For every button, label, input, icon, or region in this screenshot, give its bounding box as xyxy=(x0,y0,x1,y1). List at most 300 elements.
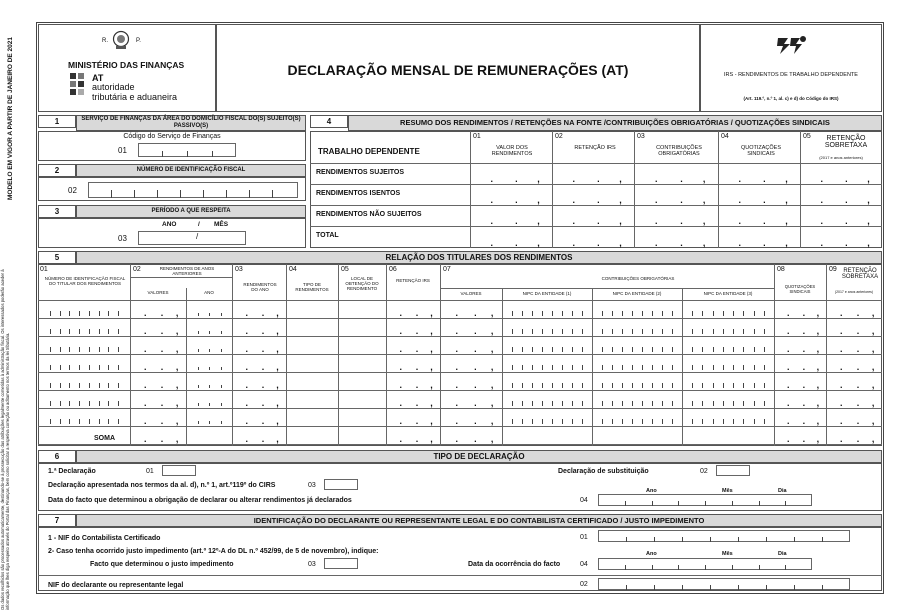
s7-facto-input[interactable] xyxy=(324,558,358,569)
digit-tick xyxy=(108,347,109,352)
digit-tick xyxy=(743,329,744,334)
digit-tick xyxy=(209,349,210,352)
digit-tick xyxy=(532,401,533,406)
digit-tick xyxy=(572,347,573,352)
tick xyxy=(134,190,135,198)
s3-number: 3 xyxy=(38,205,76,218)
decimal-comma: , xyxy=(537,195,540,205)
digit-tick xyxy=(209,367,210,370)
decimal-comma: , xyxy=(871,416,875,426)
digit-tick xyxy=(662,365,663,370)
digit-tick xyxy=(652,401,653,406)
thousands-dot: . xyxy=(261,434,265,444)
grid-line xyxy=(338,264,339,446)
digit-tick xyxy=(764,365,765,370)
digit-tick xyxy=(733,419,734,424)
thousands-dot: . xyxy=(840,326,843,336)
thousands-dot: . xyxy=(160,434,164,444)
digit-tick xyxy=(702,311,703,316)
thousands-dot: . xyxy=(856,344,860,354)
thousands-dot: . xyxy=(160,308,164,318)
digit-tick xyxy=(552,419,553,424)
digit-tick xyxy=(654,537,655,542)
digit-tick xyxy=(582,401,583,406)
thousands-dot: . xyxy=(856,308,860,318)
s6-first-checkbox[interactable] xyxy=(162,465,196,476)
tick xyxy=(203,190,204,198)
digit-tick xyxy=(582,419,583,424)
decimal-comma: , xyxy=(175,416,179,426)
digit-tick xyxy=(723,383,724,388)
s4-col4-label: QUOTIZAÇÕES SINDICAIS xyxy=(740,145,782,157)
thousands-dot: . xyxy=(820,238,824,248)
digit-tick xyxy=(642,347,643,352)
s7-decl-nif-input[interactable] xyxy=(598,578,850,590)
grid-line xyxy=(386,264,387,446)
digit-tick xyxy=(532,347,533,352)
digit-tick xyxy=(602,365,603,370)
thousands-dot: . xyxy=(680,238,683,248)
digit-tick xyxy=(572,419,573,424)
thousands-dot: . xyxy=(144,362,147,372)
thousands-dot: . xyxy=(455,416,459,426)
digit-tick xyxy=(794,585,795,590)
s4-title: RESUMO DOS RENDIMENTOS / RETENÇÕES NA FONTE /CONTRIBUIÇÕES OBRIGATÓRIAS / QUOTIZAÇÕES SINDICAIS xyxy=(348,115,882,131)
thousands-dot: . xyxy=(399,380,403,390)
s5-c09-label: RETENÇÃO SOBRETAXA xyxy=(841,268,879,280)
decimal-comma: , xyxy=(430,434,433,444)
at-logo-icon xyxy=(70,73,88,97)
digit-tick xyxy=(632,311,633,316)
digit-tick xyxy=(522,401,523,406)
s7-l4: Data da ocorrência do facto xyxy=(468,561,561,568)
s6-subst-num: 02 xyxy=(700,468,708,475)
thousands-dot: . xyxy=(845,195,848,205)
thousands-dot: . xyxy=(160,326,164,336)
s7-l3: Facto que determinou o justo impedimento xyxy=(90,561,234,568)
s1-title: SERVIÇO DE FINANÇAS DA ÁREA DO DOMICÍLIO FISCAL DO(S) SUJEITO(S) PASSIVO(S) xyxy=(76,115,306,131)
thousands-dot: . xyxy=(415,416,419,426)
digit-tick xyxy=(672,329,673,334)
digit-tick xyxy=(642,365,643,370)
digit-tick xyxy=(522,419,523,424)
digit-tick xyxy=(622,365,623,370)
thousands-dot: . xyxy=(845,238,848,248)
grid-line xyxy=(310,205,882,206)
thousands-dot: . xyxy=(763,195,766,205)
digit-tick xyxy=(552,329,553,334)
grid-line xyxy=(774,264,775,446)
thousands-dot: . xyxy=(738,238,742,248)
at-line1: autoridade xyxy=(92,82,135,92)
digit-tick xyxy=(542,383,543,388)
digit-tick xyxy=(612,311,613,316)
grid-line xyxy=(592,288,593,446)
digit-tick xyxy=(79,329,80,334)
digit-tick xyxy=(99,311,100,316)
digit-tick xyxy=(198,385,199,388)
digit-tick xyxy=(652,501,653,506)
digit-tick xyxy=(625,565,626,570)
s5-c08-num: 08 xyxy=(777,266,785,273)
s7-l1: 1 - NIF do Contabilista Certificado xyxy=(48,535,161,542)
thousands-dot: . xyxy=(474,434,477,444)
thousands-dot: . xyxy=(856,326,860,336)
digit-tick xyxy=(512,365,513,370)
digit-tick xyxy=(602,347,603,352)
digit-tick xyxy=(562,401,563,406)
s7-dia: Dia xyxy=(778,551,787,557)
digit-tick xyxy=(60,329,61,334)
s6-subst-checkbox[interactable] xyxy=(716,465,750,476)
s2-title: NÚMERO DE IDENTIFICAÇÃO FISCAL xyxy=(76,164,306,177)
digit-tick xyxy=(733,329,734,334)
digit-tick xyxy=(692,383,693,388)
digit-tick xyxy=(732,501,733,506)
s4-col5-sub: (2017 e anos anteriores) xyxy=(819,155,863,160)
digit-tick xyxy=(733,401,734,406)
s5-c07b: NIPC DA ENTIDADE (1) xyxy=(522,291,572,296)
digit-tick xyxy=(743,383,744,388)
digit-tick xyxy=(108,419,109,424)
digit-tick xyxy=(602,311,603,316)
s7-ano: Ano xyxy=(646,551,657,557)
decimal-comma: , xyxy=(871,362,875,372)
digit-tick xyxy=(198,421,199,424)
s1-number: 1 xyxy=(38,115,76,128)
digit-tick xyxy=(682,537,683,542)
digit-tick xyxy=(702,383,703,388)
decimal-comma: , xyxy=(175,344,179,354)
s5-title: RELAÇÃO DOS TITULARES DOS RENDIMENTOS xyxy=(76,251,882,264)
decimal-comma: , xyxy=(537,216,540,226)
thousands-dot: . xyxy=(655,238,658,248)
rp-left: R. xyxy=(102,38,108,44)
s6-dia: Dia xyxy=(778,488,787,494)
s5-c01-label: NÚMERO DE IDENTIFICAÇÃO FISCAL DO TITULAR DOS RENDIMENTOS xyxy=(44,276,126,286)
digit-tick xyxy=(99,401,100,406)
thousands-dot: . xyxy=(261,344,265,354)
digit-tick xyxy=(108,401,109,406)
thousands-dot: . xyxy=(261,362,265,372)
digit-tick xyxy=(743,419,744,424)
s6-title: TIPO DE DECLARAÇÃO xyxy=(76,450,882,463)
thousands-dot: . xyxy=(655,195,658,205)
s4-number: 4 xyxy=(310,115,348,128)
s6-ano: Ano xyxy=(646,488,657,494)
s2-nif-input[interactable] xyxy=(88,182,298,198)
digit-tick xyxy=(822,585,823,590)
decimal-comma: , xyxy=(871,380,875,390)
thousands-dot: . xyxy=(160,344,164,354)
digit-tick xyxy=(626,537,627,542)
thousands-dot: . xyxy=(261,416,265,426)
s3-ano: ANO xyxy=(162,221,177,228)
decimal-comma: , xyxy=(276,308,279,318)
s3-period-input[interactable] xyxy=(138,231,246,245)
grid-line xyxy=(552,131,553,248)
digit-tick xyxy=(572,365,573,370)
s5-number: 5 xyxy=(38,251,76,264)
thousands-dot: . xyxy=(455,398,459,408)
s5-c09-sub: (2017 e anos anteriores) xyxy=(834,290,874,294)
s6-mes: Mês xyxy=(722,488,733,494)
grid-line xyxy=(470,131,471,248)
digit-tick xyxy=(652,365,653,370)
row-line xyxy=(38,336,882,337)
digit-tick xyxy=(652,383,653,388)
digit-tick xyxy=(672,401,673,406)
decimal-comma: , xyxy=(537,238,540,248)
digit-tick xyxy=(622,329,623,334)
grid-line xyxy=(232,264,233,446)
s2-number: 2 xyxy=(38,164,76,177)
decimal-comma: , xyxy=(490,380,494,390)
s4-col4-num: 04 xyxy=(721,133,729,140)
validity-note: MODELO EM VIGOR A PARTIR DE JANEIRO DE 2021 xyxy=(7,36,14,200)
thousands-dot: . xyxy=(802,416,806,426)
digit-tick xyxy=(692,329,693,334)
thousands-dot: . xyxy=(787,326,790,336)
digit-tick xyxy=(209,313,210,316)
digit-tick xyxy=(69,419,70,424)
digit-tick xyxy=(50,401,51,406)
digit-tick xyxy=(562,365,563,370)
digit-tick xyxy=(582,329,583,334)
thousands-dot: . xyxy=(787,434,790,444)
digit-tick xyxy=(602,329,603,334)
s6-art-label: Declaração apresentada nos termos da al. d), n.º 1, art.º119º do CIRS xyxy=(48,482,276,489)
decimal-comma: , xyxy=(430,362,433,372)
grid-line xyxy=(130,277,232,278)
decimal-comma: , xyxy=(430,416,433,426)
digit-tick xyxy=(625,501,626,506)
irs-article: (Art. 119.º, n.º 1, al. c) e d) do Código do IRS) xyxy=(743,96,839,101)
thousands-dot: . xyxy=(261,326,265,336)
thousands-dot: . xyxy=(787,344,790,354)
row-line xyxy=(38,372,882,373)
digit-tick xyxy=(754,383,755,388)
digit-tick xyxy=(652,347,653,352)
digit-tick xyxy=(652,419,653,424)
digit-tick xyxy=(562,419,563,424)
thousands-dot: . xyxy=(820,174,824,184)
thousands-dot: . xyxy=(455,362,459,372)
s5-c07a: VALORES xyxy=(460,291,482,296)
digit-tick xyxy=(198,403,199,406)
digit-tick xyxy=(733,311,734,316)
decimal-comma: , xyxy=(816,434,820,444)
s7-l5-num: 02 xyxy=(580,581,588,588)
digit-tick xyxy=(626,585,627,590)
digit-tick xyxy=(582,365,583,370)
digit-tick xyxy=(642,383,643,388)
digit-tick xyxy=(764,401,765,406)
grid-line xyxy=(440,288,774,289)
thousands-dot: . xyxy=(840,380,843,390)
decimal-comma: , xyxy=(702,216,706,226)
thousands-dot: . xyxy=(840,398,843,408)
thousands-dot: . xyxy=(802,362,806,372)
s6-first-label: 1.ª Declaração xyxy=(48,468,96,475)
thousands-dot: . xyxy=(160,416,164,426)
grid-line xyxy=(186,288,187,446)
digit-tick xyxy=(733,365,734,370)
decimal-comma: , xyxy=(871,308,875,318)
decimal-comma: , xyxy=(430,398,433,408)
thousands-dot: . xyxy=(738,174,742,184)
digit-tick xyxy=(612,419,613,424)
s4-col2-num: 02 xyxy=(555,133,563,140)
digit-tick xyxy=(702,419,703,424)
digit-tick xyxy=(79,311,80,316)
s5-c05-label: LOCAL DE OBTENÇÃO DO RENDIMENTO xyxy=(345,276,379,291)
decimal-comma: , xyxy=(430,308,433,318)
digit-tick xyxy=(522,347,523,352)
digit-tick xyxy=(118,401,119,406)
thousands-dot: . xyxy=(840,434,843,444)
thousands-dot: . xyxy=(144,398,147,408)
s5-c03-num: 03 xyxy=(235,266,243,273)
s6-art-checkbox[interactable] xyxy=(324,479,358,490)
thousands-dot: . xyxy=(160,398,164,408)
s5-c09-num: 09 xyxy=(829,266,837,273)
digit-tick xyxy=(662,347,663,352)
decimal-comma: , xyxy=(276,362,279,372)
digit-tick xyxy=(705,501,706,506)
decimal-comma: , xyxy=(175,434,179,444)
thousands-dot: . xyxy=(261,380,265,390)
thousands-dot: . xyxy=(474,380,477,390)
s4-col3-label: CONTRIBUIÇÕES OBRIGATÓRIAS xyxy=(656,145,702,157)
s5-c07-label: CONTRIBUIÇÕES OBRIGATÓRIAS xyxy=(601,276,675,281)
digit-tick xyxy=(552,365,553,370)
digit-tick xyxy=(692,401,693,406)
thousands-dot: . xyxy=(245,308,249,318)
tick xyxy=(111,190,112,198)
digit-tick xyxy=(79,401,80,406)
s5-c07c: NIPC DA ENTIDADE (2) xyxy=(612,291,662,296)
grid-line xyxy=(634,131,635,248)
thousands-dot: . xyxy=(597,216,600,226)
s7-title: IDENTIFICAÇÃO DO DECLARANTE OU REPRESENTANTE LEGAL E DO CONTABILISTA CERTIFICADO / JUSTO IMPEDIMENTO xyxy=(76,514,882,527)
thousands-dot: . xyxy=(474,398,477,408)
thousands-dot: . xyxy=(763,216,766,226)
thousands-dot: . xyxy=(515,238,518,248)
tick xyxy=(162,151,163,157)
thousands-dot: . xyxy=(840,416,843,426)
digit-tick xyxy=(612,347,613,352)
thousands-dot: . xyxy=(515,216,518,226)
thousands-dot: . xyxy=(490,195,494,205)
thousands-dot: . xyxy=(474,344,477,354)
decimal-comma: , xyxy=(490,344,494,354)
digit-tick xyxy=(642,401,643,406)
digit-tick xyxy=(652,565,653,570)
digit-tick xyxy=(69,311,70,316)
digit-tick xyxy=(69,401,70,406)
thousands-dot: . xyxy=(515,195,518,205)
digit-tick xyxy=(89,365,90,370)
thousands-dot: . xyxy=(738,195,742,205)
digit-tick xyxy=(766,585,767,590)
digit-tick xyxy=(198,349,199,352)
row-line xyxy=(38,390,882,391)
thousands-dot: . xyxy=(455,380,459,390)
decimal-comma: , xyxy=(871,398,875,408)
thousands-dot: . xyxy=(856,362,860,372)
s4-col5-num: 05 xyxy=(803,133,811,140)
thousands-dot: . xyxy=(597,195,600,205)
s5-c01-num: 01 xyxy=(40,266,48,273)
digit-tick xyxy=(764,311,765,316)
thousands-dot: . xyxy=(856,434,860,444)
digit-tick xyxy=(512,401,513,406)
digit-tick xyxy=(713,311,714,316)
decimal-comma: , xyxy=(816,326,820,336)
thousands-dot: . xyxy=(490,216,494,226)
s4-col5-label: RETENÇÃO SOBRETAXA xyxy=(824,135,868,149)
digit-tick xyxy=(754,365,755,370)
digit-tick xyxy=(662,329,663,334)
s6-date-label: Data do facto que determinou a obrigação de declarar ou alterar rendimentos já declarados xyxy=(48,497,352,504)
digit-tick xyxy=(710,537,711,542)
decimal-comma: , xyxy=(537,174,540,184)
thousands-dot: . xyxy=(144,380,147,390)
digit-tick xyxy=(99,365,100,370)
digit-tick xyxy=(118,365,119,370)
decimal-comma: , xyxy=(702,174,706,184)
decimal-comma: , xyxy=(276,380,279,390)
digit-tick xyxy=(532,329,533,334)
row-line xyxy=(38,444,882,445)
thousands-dot: . xyxy=(245,344,249,354)
decimal-comma: , xyxy=(816,362,820,372)
decimal-comma: , xyxy=(816,398,820,408)
digit-tick xyxy=(723,419,724,424)
grid-line xyxy=(310,184,882,185)
digit-tick xyxy=(50,383,51,388)
digit-tick xyxy=(743,365,744,370)
digit-tick xyxy=(99,329,100,334)
thousands-dot: . xyxy=(144,308,147,318)
digit-tick xyxy=(622,347,623,352)
digit-tick xyxy=(822,537,823,542)
decimal-comma: , xyxy=(816,308,820,318)
digit-tick xyxy=(713,401,714,406)
thousands-dot: . xyxy=(415,398,419,408)
digit-tick xyxy=(723,329,724,334)
s6-first-num: 01 xyxy=(146,468,154,475)
row-line xyxy=(38,354,882,355)
thousands-dot: . xyxy=(572,174,576,184)
s7-cc-nif-input[interactable] xyxy=(598,530,850,542)
thousands-dot: . xyxy=(787,308,790,318)
digit-tick xyxy=(612,329,613,334)
digit-tick xyxy=(552,383,553,388)
s4-col1-label: VALOR DOS RENDIMENTOS xyxy=(491,145,533,157)
s4-col2-label: RETENÇÃO IRS xyxy=(574,145,616,151)
tick xyxy=(212,151,213,157)
decimal-comma: , xyxy=(619,238,622,248)
thousands-dot: . xyxy=(572,238,576,248)
digit-tick xyxy=(562,329,563,334)
digit-tick xyxy=(198,367,199,370)
decimal-comma: , xyxy=(619,195,622,205)
digit-tick xyxy=(754,419,755,424)
s4-rowhead: TRABALHO DEPENDENTE xyxy=(318,147,420,156)
grid-line xyxy=(502,288,503,446)
